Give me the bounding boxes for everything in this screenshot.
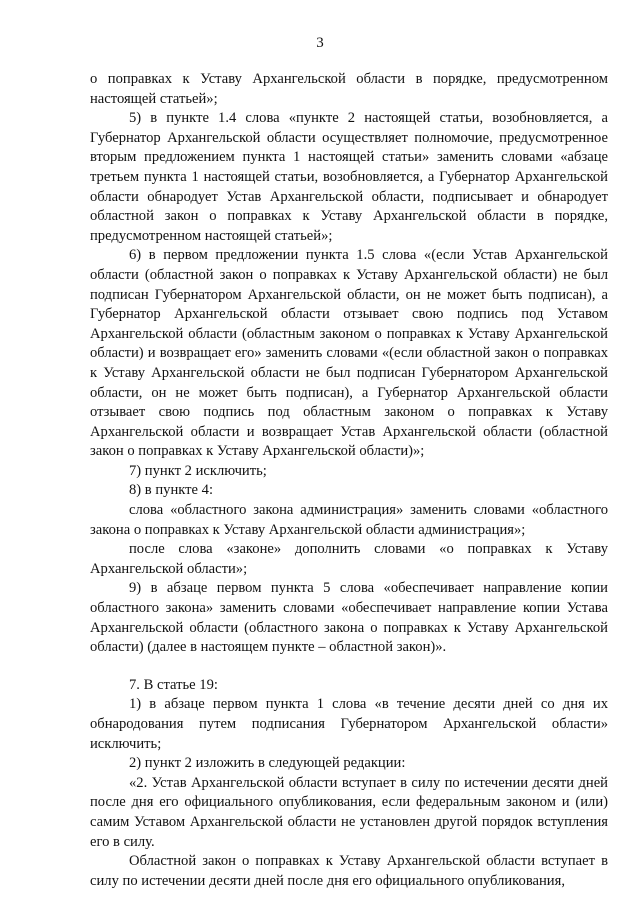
- paragraph-section7-item-2: 2) пункт 2 изложить в следующей редакции:: [129, 755, 406, 772]
- paragraph-item-6: 6) в первом предложении пункта 1.5 слова «(если Устав Архангельской области (областной закон о поправках к Уставу Архангельской области) не был подписан Губернатором Архангельской области, он не может быть подписан), а Губернатор Архангельской области отзывает свою подпись под Уставом Архангельской области (областным законом о поправках к Уставу Архангельской области) и возвращает его» заменить словами «(если областной закон о поправках к Уставу Архангельской области не был подписан Губернатором Архангельской области, он не может быть подписан), а Губернатор Архангельской области отзывает свою подпись под областным законом о поправках к Уставу Архангельской области и возвращает Устав Архангельской области (областной закон о поправках к Уставу Архангельской области)»;: [90, 247, 608, 460]
- paragraph-item-7: 7) пункт 2 исключить;: [129, 462, 267, 479]
- paragraph-section7-item-1: 1) в абзаце первом пункта 1 слова «в течение десяти дней со дня их обнародования путем подписания Губернатором Архангельской области» исключить;: [90, 696, 608, 752]
- paragraph-item-8-after-word: после слова «законе» дополнить словами «о поправках к Уставу Архангельской области»;: [90, 541, 608, 577]
- paragraph-quoted-clause-2: «2. Устав Архангельской области вступает в силу по истечении десяти дней после дня его официального опубликования, если федеральным законом и (или) самим Уставом Архангельской области не установлен другой порядок вступления его в силу.: [90, 774, 608, 850]
- paragraph-item-8-words: слова «областного закона администрация» заменить словами «областного закона о поправках к Уставу Архангельской области администрация»;: [90, 502, 608, 538]
- document-body: [90, 70, 608, 891]
- paragraph-item-8: 8) в пункте 4:: [129, 482, 214, 499]
- paragraph-continuation: о поправках к Уставу Архангельской области в порядке, предусмотренном настоящей статьей»;: [90, 71, 608, 107]
- paragraph-item-9: 9) в абзаце первом пункта 5 слова «обеспечивает направление копии областного закона» заменить словами «обеспечивает направление копии Устава Архангельской области (областного закона о поправках к Уставу Архангельской области) (далее в настоящем пункте – областной закон)».: [90, 580, 608, 656]
- paragraph-item-5: 5) в пункте 1.4 слова «пункте 2 настоящей статьи, возобновляется, а Губернатор Архангельской области осуществляет полномочие, предусмотренное вторым предложением пункта 1 настоящей статьи» заменить словами «абзаце третьем пункта 1 настоящей статьи, возобновляется, а Губернатор Архангельской области обнародует Устав Архангельской области, подписывает и обнародует областной закон о поправках к Уставу Архангельской области в порядке, предусмотренном настоящей статьей»;: [90, 110, 608, 244]
- page-number: 3: [316, 35, 324, 51]
- section-heading-7: 7. В статье 19:: [129, 676, 218, 693]
- paragraph-amendment-law: Областной закон о поправках к Уставу Архангельской области вступает в силу по истечении десяти дней после дня его официального опубликования,: [90, 853, 608, 889]
